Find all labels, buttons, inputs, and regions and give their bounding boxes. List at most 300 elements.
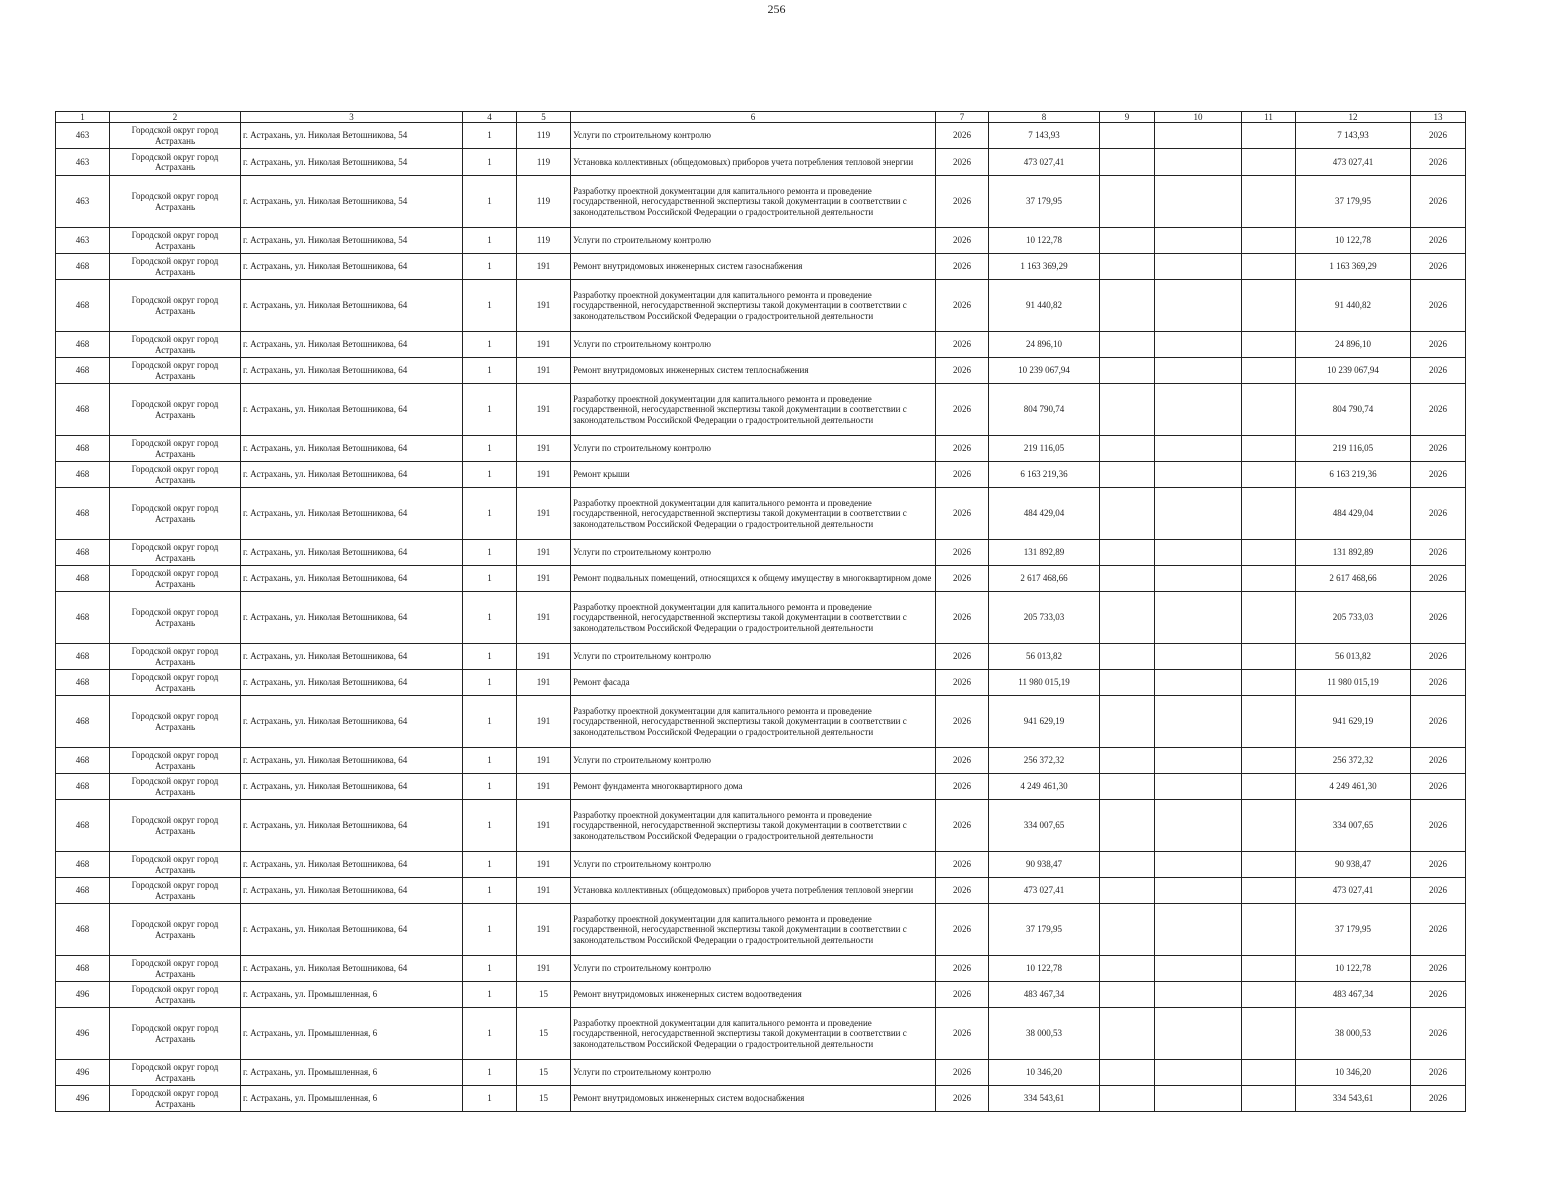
address-cell: г. Астрахань, ул. Николая Ветошникова, 64 [241,774,463,800]
municipality-cell: Городской округ город Астрахань [110,176,241,228]
column-header-8: 8 [989,112,1100,123]
year-cell: 2026 [936,774,989,800]
year-cell: 2026 [936,123,989,149]
row-number-cell: 468 [56,488,110,540]
table-row [56,280,1466,332]
municipality-cell: Городской округ город Астрахань [110,488,241,540]
total-cost-cell: 334 007,65 [1296,800,1411,852]
col4-cell: 1 [463,566,517,592]
total-cost-cell: 484 429,04 [1296,488,1411,540]
col10-cell [1155,774,1242,800]
col4-cell: 1 [463,332,517,358]
col9-cell [1100,956,1155,982]
col10-cell [1155,982,1242,1008]
row-number-cell: 463 [56,176,110,228]
address-cell: г. Астрахань, ул. Николая Ветошникова, 64 [241,592,463,644]
col11-cell [1242,852,1296,878]
year-cell: 2026 [936,332,989,358]
total-cost-cell: 219 116,05 [1296,436,1411,462]
cost-cell: 10 346,20 [989,1060,1100,1086]
address-cell: г. Астрахань, ул. Николая Ветошникова, 54 [241,123,463,149]
address-cell: г. Астрахань, ул. Промышленная, 6 [241,1086,463,1112]
col4-cell: 1 [463,956,517,982]
col9-cell [1100,566,1155,592]
completion-year-cell: 2026 [1411,800,1466,852]
col10-cell [1155,1008,1242,1060]
col4-cell: 1 [463,488,517,540]
cost-cell: 2 617 468,66 [989,566,1100,592]
municipality-cell: Городской округ город Астрахань [110,774,241,800]
col4-cell: 1 [463,384,517,436]
col10-cell [1155,800,1242,852]
work-type-cell: Ремонт внутридомовых инженерных систем водоснабжения [571,1086,936,1112]
col4-cell: 1 [463,696,517,748]
table-row [56,123,1466,149]
col11-cell [1242,878,1296,904]
col5-cell: 191 [517,904,571,956]
row-number-cell: 468 [56,670,110,696]
col10-cell [1155,488,1242,540]
work-type-cell: Ремонт фундамента многоквартирного дома [571,774,936,800]
cost-cell: 91 440,82 [989,280,1100,332]
cost-cell: 10 122,78 [989,228,1100,254]
col4-cell: 1 [463,280,517,332]
cost-cell: 10 122,78 [989,956,1100,982]
year-cell: 2026 [936,358,989,384]
row-number-cell: 468 [56,566,110,592]
col9-cell [1100,228,1155,254]
total-cost-cell: 38 000,53 [1296,1008,1411,1060]
col9-cell [1100,1008,1155,1060]
year-cell: 2026 [936,852,989,878]
work-type-cell: Разработку проектной документации для капитального ремонта и проведение государственной, негосударственной экспертизы такой документации в соответствии с законодательством Российской Федерации о градостроительной деятельности [571,696,936,748]
row-number-cell: 468 [56,956,110,982]
col5-cell: 15 [517,1086,571,1112]
row-number-cell: 468 [56,540,110,566]
col10-cell [1155,592,1242,644]
col10-cell [1155,123,1242,149]
completion-year-cell: 2026 [1411,254,1466,280]
cost-cell: 484 429,04 [989,488,1100,540]
address-cell: г. Астрахань, ул. Николая Ветошникова, 64 [241,748,463,774]
cost-cell: 483 467,34 [989,982,1100,1008]
col4-cell: 1 [463,1060,517,1086]
col11-cell [1242,1086,1296,1112]
year-cell: 2026 [936,1060,989,1086]
col11-cell [1242,696,1296,748]
col9-cell [1100,1086,1155,1112]
col5-cell: 191 [517,696,571,748]
table-row [56,254,1466,280]
municipality-cell: Городской округ город Астрахань [110,644,241,670]
col5-cell: 119 [517,123,571,149]
municipality-cell: Городской округ город Астрахань [110,332,241,358]
col5-cell: 191 [517,436,571,462]
address-cell: г. Астрахань, ул. Николая Ветошникова, 64 [241,670,463,696]
column-header-6: 6 [571,112,936,123]
col5-cell: 191 [517,748,571,774]
column-header-10: 10 [1155,112,1242,123]
municipality-cell: Городской округ город Астрахань [110,280,241,332]
municipality-cell: Городской округ город Астрахань [110,852,241,878]
col10-cell [1155,670,1242,696]
table-row [56,1008,1466,1060]
col4-cell: 1 [463,254,517,280]
address-cell: г. Астрахань, ул. Николая Ветошникова, 64 [241,254,463,280]
municipality-cell: Городской округ город Астрахань [110,670,241,696]
completion-year-cell: 2026 [1411,956,1466,982]
municipality-cell: Городской округ город Астрахань [110,1008,241,1060]
col11-cell [1242,800,1296,852]
col5-cell: 191 [517,566,571,592]
year-cell: 2026 [936,800,989,852]
col11-cell [1242,228,1296,254]
row-number-cell: 468 [56,748,110,774]
cost-cell: 38 000,53 [989,1008,1100,1060]
cost-cell: 37 179,95 [989,176,1100,228]
total-cost-cell: 37 179,95 [1296,176,1411,228]
work-type-cell: Разработку проектной документации для капитального ремонта и проведение государственной, негосударственной экспертизы такой документации в соответствии с законодательством Российской Федерации о градостроительной деятельности [571,488,936,540]
col11-cell [1242,384,1296,436]
col11-cell [1242,436,1296,462]
col5-cell: 191 [517,644,571,670]
total-cost-cell: 10 122,78 [1296,956,1411,982]
total-cost-cell: 90 938,47 [1296,852,1411,878]
col5-cell: 191 [517,488,571,540]
total-cost-cell: 131 892,89 [1296,540,1411,566]
col4-cell: 1 [463,904,517,956]
total-cost-cell: 56 013,82 [1296,644,1411,670]
col11-cell [1242,566,1296,592]
col11-cell [1242,1008,1296,1060]
work-type-cell: Услуги по строительному контролю [571,956,936,982]
col4-cell: 1 [463,774,517,800]
completion-year-cell: 2026 [1411,462,1466,488]
total-cost-cell: 10 346,20 [1296,1060,1411,1086]
cost-cell: 804 790,74 [989,384,1100,436]
col5-cell: 191 [517,280,571,332]
row-number-cell: 468 [56,696,110,748]
municipality-cell: Городской округ город Астрахань [110,1086,241,1112]
row-number-cell: 468 [56,254,110,280]
work-type-cell: Ремонт подвальных помещений, относящихся к общему имуществу в многоквартирном доме [571,566,936,592]
address-cell: г. Астрахань, ул. Николая Ветошникова, 64 [241,696,463,748]
completion-year-cell: 2026 [1411,436,1466,462]
col11-cell [1242,488,1296,540]
address-cell: г. Астрахань, ул. Промышленная, 6 [241,1008,463,1060]
col10-cell [1155,696,1242,748]
page-number: 256 [767,2,786,16]
col5-cell: 15 [517,982,571,1008]
col10-cell [1155,566,1242,592]
col9-cell [1100,358,1155,384]
col9-cell [1100,540,1155,566]
col10-cell [1155,956,1242,982]
row-number-cell: 468 [56,878,110,904]
column-header-2: 2 [110,112,241,123]
col5-cell: 191 [517,774,571,800]
year-cell: 2026 [936,176,989,228]
column-header-3: 3 [241,112,463,123]
work-type-cell: Услуги по строительному контролю [571,1060,936,1086]
cost-cell: 11 980 015,19 [989,670,1100,696]
municipality-cell: Городской округ город Астрахань [110,956,241,982]
col11-cell [1242,540,1296,566]
col9-cell [1100,280,1155,332]
address-cell: г. Астрахань, ул. Николая Ветошникова, 64 [241,436,463,462]
col10-cell [1155,904,1242,956]
municipality-cell: Городской округ город Астрахань [110,123,241,149]
cost-cell: 205 733,03 [989,592,1100,644]
col10-cell [1155,748,1242,774]
col9-cell [1100,488,1155,540]
col11-cell [1242,592,1296,644]
address-cell: г. Астрахань, ул. Николая Ветошникова, 64 [241,540,463,566]
row-number-cell: 468 [56,644,110,670]
work-type-cell: Ремонт внутридомовых инженерных систем газоснабжения [571,254,936,280]
table-row [56,904,1466,956]
work-type-cell: Разработку проектной документации для капитального ремонта и проведение государственной, негосударственной экспертизы такой документации в соответствии с законодательством Российской Федерации о градостроительной деятельности [571,176,936,228]
completion-year-cell: 2026 [1411,149,1466,176]
table-row [56,384,1466,436]
table-row [56,800,1466,852]
table-row [56,774,1466,800]
col9-cell [1100,644,1155,670]
completion-year-cell: 2026 [1411,566,1466,592]
year-cell: 2026 [936,566,989,592]
row-number-cell: 468 [56,384,110,436]
work-type-cell: Услуги по строительному контролю [571,332,936,358]
work-type-cell: Разработку проектной документации для капитального ремонта и проведение государственной, негосударственной экспертизы такой документации в соответствии с законодательством Российской Федерации о градостроительной деятельности [571,1008,936,1060]
col9-cell [1100,436,1155,462]
total-cost-cell: 10 122,78 [1296,228,1411,254]
col10-cell [1155,332,1242,358]
address-cell: г. Астрахань, ул. Николая Ветошникова, 64 [241,566,463,592]
col9-cell [1100,904,1155,956]
address-cell: г. Астрахань, ул. Николая Ветошникова, 54 [241,176,463,228]
cost-cell: 7 143,93 [989,123,1100,149]
year-cell: 2026 [936,696,989,748]
year-cell: 2026 [936,228,989,254]
col10-cell [1155,878,1242,904]
year-cell: 2026 [936,956,989,982]
col11-cell [1242,956,1296,982]
col10-cell [1155,280,1242,332]
work-type-cell: Ремонт крыши [571,462,936,488]
year-cell: 2026 [936,1086,989,1112]
municipality-cell: Городской округ город Астрахань [110,1060,241,1086]
col11-cell [1242,332,1296,358]
col10-cell [1155,852,1242,878]
work-type-cell: Ремонт фасада [571,670,936,696]
col5-cell: 191 [517,358,571,384]
column-header-5: 5 [517,112,571,123]
total-cost-cell: 941 629,19 [1296,696,1411,748]
col10-cell [1155,384,1242,436]
completion-year-cell: 2026 [1411,280,1466,332]
table-row [56,228,1466,254]
completion-year-cell: 2026 [1411,1060,1466,1086]
row-number-cell: 468 [56,358,110,384]
total-cost-cell: 37 179,95 [1296,904,1411,956]
table-row [56,1060,1466,1086]
table-row [56,358,1466,384]
cost-cell: 4 249 461,30 [989,774,1100,800]
year-cell: 2026 [936,1008,989,1060]
col5-cell: 15 [517,1060,571,1086]
row-number-cell: 468 [56,436,110,462]
cost-cell: 131 892,89 [989,540,1100,566]
col9-cell [1100,332,1155,358]
col11-cell [1242,358,1296,384]
row-number-cell: 463 [56,149,110,176]
municipality-cell: Городской округ город Астрахань [110,436,241,462]
col4-cell: 1 [463,176,517,228]
municipality-cell: Городской округ город Астрахань [110,358,241,384]
col9-cell [1100,384,1155,436]
cost-cell: 1 163 369,29 [989,254,1100,280]
col10-cell [1155,1086,1242,1112]
municipality-cell: Городской округ город Астрахань [110,878,241,904]
column-header-4: 4 [463,112,517,123]
total-cost-cell: 24 896,10 [1296,332,1411,358]
column-header-11: 11 [1242,112,1296,123]
col4-cell: 1 [463,540,517,566]
completion-year-cell: 2026 [1411,176,1466,228]
col9-cell [1100,748,1155,774]
col11-cell [1242,123,1296,149]
municipality-cell: Городской округ город Астрахань [110,800,241,852]
row-number-cell: 468 [56,774,110,800]
work-type-cell: Установка коллективных (общедомовых) приборов учета потребления тепловой энергии [571,878,936,904]
col5-cell: 119 [517,228,571,254]
col11-cell [1242,280,1296,332]
col11-cell [1242,904,1296,956]
year-cell: 2026 [936,592,989,644]
col10-cell [1155,644,1242,670]
table-row [56,956,1466,982]
col4-cell: 1 [463,358,517,384]
completion-year-cell: 2026 [1411,540,1466,566]
work-type-cell: Услуги по строительному контролю [571,123,936,149]
work-type-cell: Разработку проектной документации для капитального ремонта и проведение государственной, негосударственной экспертизы такой документации в соответствии с законодательством Российской Федерации о градостроительной деятельности [571,384,936,436]
row-number-cell: 496 [56,1086,110,1112]
row-number-cell: 468 [56,462,110,488]
total-cost-cell: 91 440,82 [1296,280,1411,332]
row-number-cell: 468 [56,904,110,956]
cost-cell: 473 027,41 [989,878,1100,904]
col4-cell: 1 [463,748,517,774]
municipality-cell: Городской округ город Астрахань [110,462,241,488]
completion-year-cell: 2026 [1411,878,1466,904]
col4-cell: 1 [463,1086,517,1112]
cost-cell: 10 239 067,94 [989,358,1100,384]
col10-cell [1155,358,1242,384]
completion-year-cell: 2026 [1411,1008,1466,1060]
year-cell: 2026 [936,540,989,566]
completion-year-cell: 2026 [1411,748,1466,774]
header-row [56,112,1466,123]
municipality-cell: Городской округ город Астрахань [110,592,241,644]
work-type-cell: Разработку проектной документации для капитального ремонта и проведение государственной, негосударственной экспертизы такой документации в соответствии с законодательством Российской Федерации о градостроительной деятельности [571,280,936,332]
row-number-cell: 468 [56,332,110,358]
col4-cell: 1 [463,878,517,904]
col10-cell [1155,462,1242,488]
municipality-cell: Городской округ город Астрахань [110,384,241,436]
column-header-12: 12 [1296,112,1411,123]
address-cell: г. Астрахань, ул. Николая Ветошникова, 64 [241,462,463,488]
col4-cell: 1 [463,644,517,670]
col5-cell: 15 [517,1008,571,1060]
table-row [56,982,1466,1008]
col9-cell [1100,592,1155,644]
year-cell: 2026 [936,280,989,332]
year-cell: 2026 [936,149,989,176]
col11-cell [1242,176,1296,228]
col9-cell [1100,462,1155,488]
col11-cell [1242,774,1296,800]
work-type-cell: Услуги по строительному контролю [571,540,936,566]
col5-cell: 191 [517,670,571,696]
col11-cell [1242,254,1296,280]
year-cell: 2026 [936,462,989,488]
col5-cell: 119 [517,149,571,176]
col9-cell [1100,254,1155,280]
col11-cell [1242,670,1296,696]
table-row [56,436,1466,462]
municipality-cell: Городской округ город Астрахань [110,748,241,774]
municipality-cell: Городской округ город Астрахань [110,254,241,280]
work-type-cell: Услуги по строительному контролю [571,228,936,254]
municipality-cell: Городской округ город Астрахань [110,982,241,1008]
table-row [56,149,1466,176]
year-cell: 2026 [936,436,989,462]
work-type-cell: Разработку проектной документации для капитального ремонта и проведение государственной, негосударственной экспертизы такой документации в соответствии с законодательством Российской Федерации о градостроительной деятельности [571,592,936,644]
work-type-cell: Разработку проектной документации для капитального ремонта и проведение государственной, негосударственной экспертизы такой документации в соответствии с законодательством Российской Федерации о градостроительной деятельности [571,904,936,956]
total-cost-cell: 2 617 468,66 [1296,566,1411,592]
col4-cell: 1 [463,852,517,878]
address-cell: г. Астрахань, ул. Николая Ветошникова, 64 [241,332,463,358]
col5-cell: 191 [517,592,571,644]
completion-year-cell: 2026 [1411,982,1466,1008]
col5-cell: 191 [517,878,571,904]
completion-year-cell: 2026 [1411,123,1466,149]
column-header-9: 9 [1100,112,1155,123]
work-type-cell: Ремонт внутридомовых инженерных систем водоотведения [571,982,936,1008]
column-header-1: 1 [56,112,110,123]
col9-cell [1100,149,1155,176]
work-type-cell: Услуги по строительному контролю [571,436,936,462]
municipality-cell: Городской округ город Астрахань [110,228,241,254]
row-number-cell: 468 [56,852,110,878]
col4-cell: 1 [463,670,517,696]
col10-cell [1155,254,1242,280]
row-number-cell: 496 [56,1060,110,1086]
year-cell: 2026 [936,254,989,280]
cost-cell: 90 938,47 [989,852,1100,878]
col9-cell [1100,878,1155,904]
col5-cell: 191 [517,800,571,852]
completion-year-cell: 2026 [1411,644,1466,670]
table-row [56,462,1466,488]
work-type-cell: Разработку проектной документации для капитального ремонта и проведение государственной, негосударственной экспертизы такой документации в соответствии с законодательством Российской Федерации о градостроительной деятельности [571,800,936,852]
municipality-cell: Городской округ город Астрахань [110,149,241,176]
cost-cell: 6 163 219,36 [989,462,1100,488]
col9-cell [1100,123,1155,149]
col4-cell: 1 [463,592,517,644]
table-row [56,748,1466,774]
address-cell: г. Астрахань, ул. Николая Ветошникова, 64 [241,878,463,904]
